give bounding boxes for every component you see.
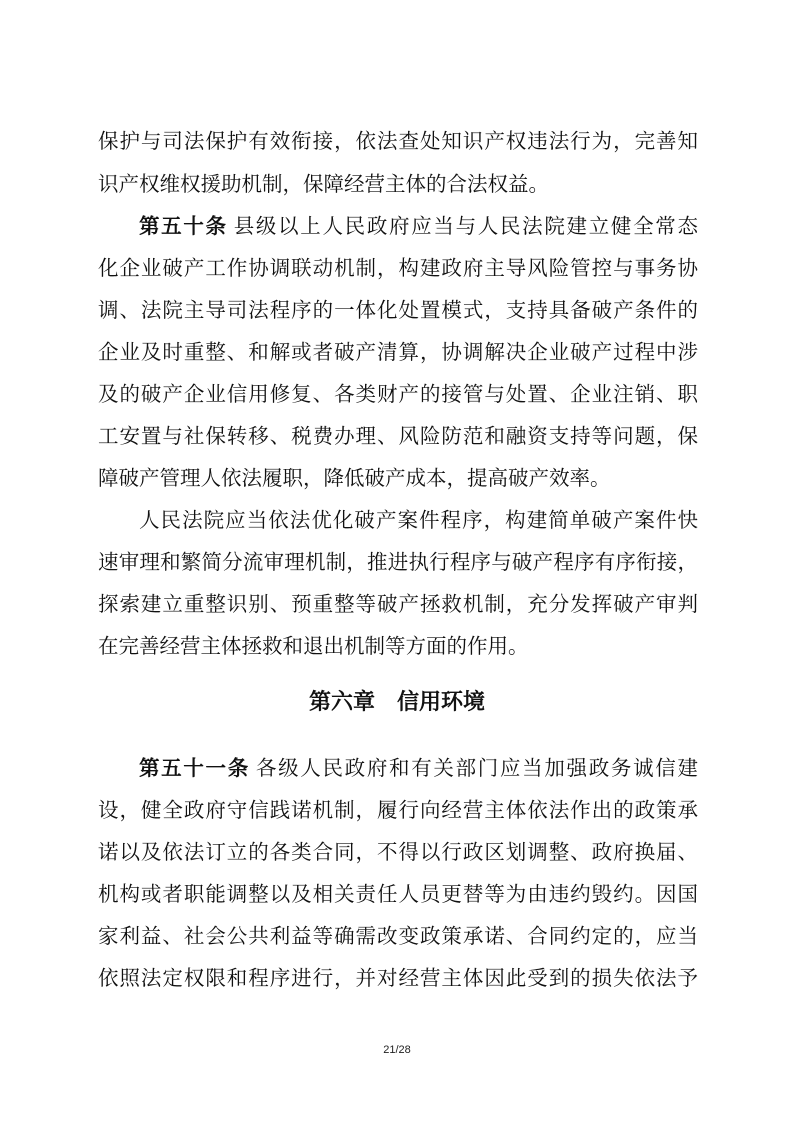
paragraph-line: 设，健全政府守信践诺机制，履行向经营主体依法作出的政策承 [98,798,698,822]
page-number: 21/28 [383,1044,411,1056]
paragraph-line: 机构或者职能调整以及相关责任人员更替等为由违约毁约。因国 [98,882,698,906]
paragraph-line: 速审理和繁简分流审理机制，推进执行程序与破产程序有序衔接， [98,550,698,574]
paragraph-line: 探索建立重整识别、预重整等破产拯救机制，充分发挥破产审判 [98,592,698,616]
paragraph-line: 企业及时重整、和解或者破产清算，协调解决企业破产过程中涉 [98,340,698,364]
paragraph-line: 化企业破产工作协调联动机制，构建政府主导风险管控与事务协 [98,256,698,280]
paragraph-line: 保护与司法保护有效衔接，依法查处知识产权违法行为，完善知 [98,129,698,153]
paragraph-line: 在完善经营主体拯救和退出机制等方面的作用。 [98,634,529,658]
paragraph-line: 障破产管理人依法履职，降低破产成本，提高破产效率。 [98,466,611,490]
paragraph-line: 识产权维权援助机制，保障经营主体的合法权益。 [98,172,549,196]
paragraph-line: 调、法院主导司法程序的一体化处置模式，支持具备破产条件的 [98,298,698,322]
article-50-first-line [139,212,698,240]
chapter-heading: 第六章 信用环境 [308,690,485,715]
article-text: 各级人民政府和有关部门应当加强政务诚信建 [255,756,698,780]
article-51-first-line [139,754,698,782]
paragraph-line: 人民法院应当依法优化破产案件程序，构建简单破产案件快 [139,508,698,532]
paragraph-line: 依照法定权限和程序进行，并对经营主体因此受到的损失依法予 [98,966,698,990]
article-label: 第五十条 [139,214,228,238]
paragraph-line: 诺以及依法订立的各类合同，不得以行政区划调整、政府换届、 [98,840,698,864]
paragraph-line: 家利益、社会公共利益等确需改变政策承诺、合同约定的，应当 [98,924,698,948]
article-text: 县级以上人民政府应当与人民法院建立健全常态 [233,214,698,238]
article-label: 第五十一条 [139,756,250,780]
paragraph-line: 及的破产企业信用修复、各类财产的接管与处置、企业注销、职 [98,382,698,406]
paragraph-line: 工安置与社保转移、税费办理、风险防范和融资支持等问题，保 [98,424,698,448]
